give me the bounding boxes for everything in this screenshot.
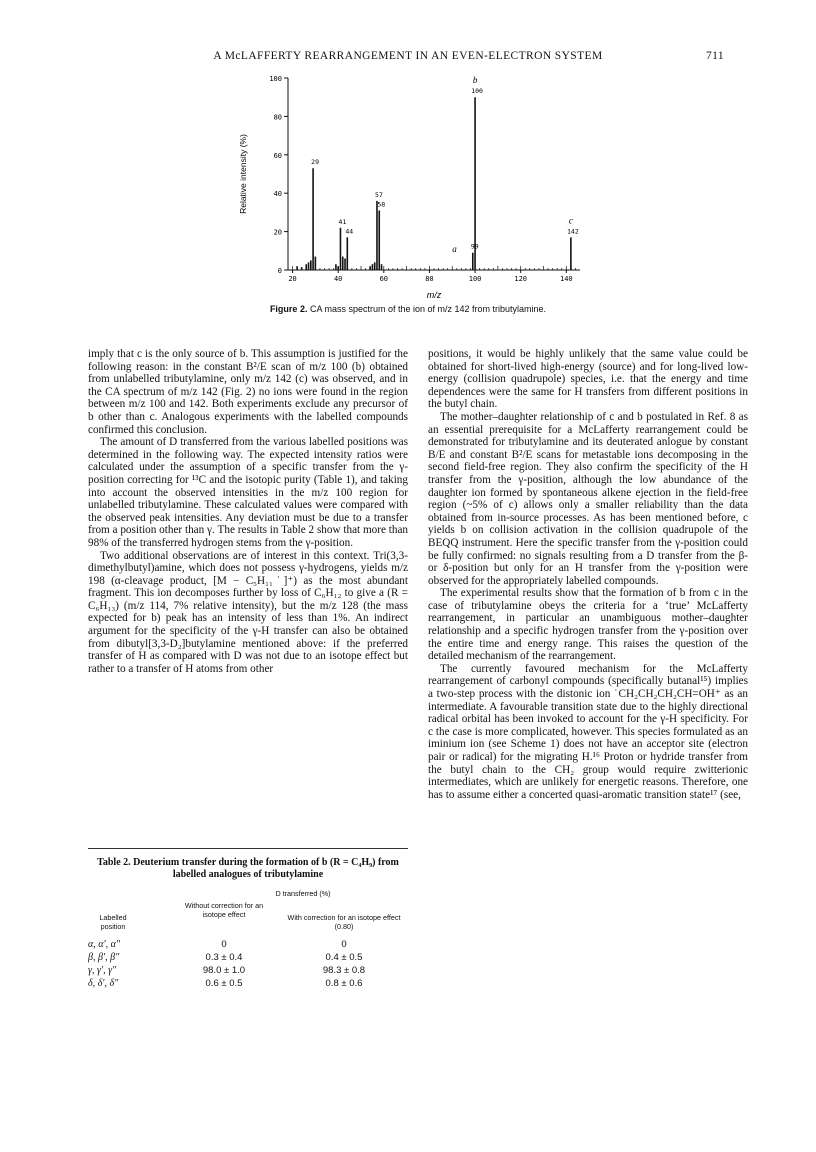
table-cell-without: 0.3 ± 0.4	[205, 952, 243, 963]
peak-label: 41	[338, 217, 347, 226]
right-column	[428, 348, 748, 801]
peak-label: 142	[567, 227, 579, 236]
table-body	[88, 887, 408, 1025]
figure-caption-label: Figure 2.	[269, 304, 308, 314]
page-number: 711	[705, 50, 724, 62]
table-col-header-with: With correction for an isotope effect (0.80)	[287, 913, 401, 931]
ion-label: b	[472, 75, 478, 86]
peak-label: 57	[375, 190, 383, 199]
running-title: A McLAFFERTY REARRANGEMENT IN AN EVEN-ELECTRON SYSTEM	[213, 50, 603, 62]
paragraph: Two additional observations are of interest in this context. Tri(3,3-dimethylbutyl)amine, which does not possess γ-hydrogens, yields m/z 198 (α-cleavage product, [M − C₅H₁₁˙]⁺) as the most abundant fragment. This ion decomposes further by loss of C₆H₁₂ to give a (R = C₆H₁₃) (m/z 114, 7% relative intensity), but the m/z 128 (the mass expected for b) peak has an intensity of less than 1%. An indirect argument for the specificity of the γ-H transfer can also be obtained from dibutyl[3,3-D₂]butylamine mentioned above: if the preferred transfer of H as compared with D was not due to an isotope effect but rather to a transfer of H atoms from other	[88, 549, 408, 675]
y-tick-label: 20	[273, 228, 282, 237]
y-axis-label: Relative intensity (%)	[238, 134, 248, 214]
figure-2	[232, 70, 592, 305]
x-axis-label: m/z	[426, 290, 442, 300]
paragraph: imply that c is the only source of b. This assumption is justified for the following reason: in the constant B²/E scan of m/z 100 (b) obtained from unlabelled tributylamine, only m/z 142 (c) was observed, and in the CA spectrum of m/z 142 (Fig. 2) no ions were found in the region between m/z 100 and 142. Both experiments exclude any precursor of b other than c. Analogous experiments with the labelled compounds confirmed this conclusion.	[88, 348, 408, 436]
table-cell-with: 98.3 ± 0.8	[322, 965, 366, 976]
table-cell-position: β, β′, β″	[88, 952, 120, 963]
running-header	[0, 50, 816, 66]
ion-label: a	[452, 244, 457, 255]
x-tick-label: 40	[333, 275, 343, 283]
y-tick-label: 80	[273, 113, 282, 122]
x-tick-label: 60	[379, 275, 389, 283]
y-tick-label: 60	[273, 151, 282, 160]
table-col-header-position: Labelled position	[99, 913, 127, 931]
peak-label: 44	[345, 227, 354, 236]
table-cell-position: δ, δ′, δ″	[88, 978, 119, 989]
y-tick-label: 40	[273, 190, 282, 199]
table-2	[88, 848, 408, 1025]
paragraph: The amount of D transferred from the various labelled positions was determined in the following way. The expected intensity ratios were calculated under the assumption of a specific transfer from the γ-position correcting for ¹³C and the isotopic purity (Table 1), and taking into account the observed intensities in the m/z 100 region for unlabelled tributylamine. These calculated values were compared with the observed peak intensities. Any deviation must be due to a transfer from a position other than γ. The results in Table 2 show that more than 98% of the transferred hydrogen stems from the γ-position.	[88, 436, 408, 549]
peak-label: 100	[471, 87, 483, 96]
ion-label: c	[568, 215, 573, 226]
paragraph: The mother–daughter relationship of c and b postulated in Ref. 8 as an essential prerequisite for a McLafferty rearrangement could be demonstrated for tributylamine and its deuterated anlogue by constant B/E and constant B²/E scans for metastable ions decomposing in the second field-free region. They also confirm the specificity of the H transfer from the γ-position, although the low abundance of the daughter ion formed by spontaneous alkene ejection in the field-free region (~5% of c) allows only a smaller reliability than the data obtained from in-source processes. As has been mentioned before, c yields b on collision activation in the collision quadrupole of the BEQQ instrument. Here the specific transfer from the γ-position could be fully confirmed: no signals resulting from a D transfer from the β- or δ-position but only for an H transfer from the γ-position were observed for the appropriately labelled compounds.	[428, 410, 748, 587]
x-tick-label: 100	[468, 275, 482, 283]
table-col-header-without: Without correction for an isotope effect	[184, 901, 264, 919]
mass-spectrum-chart	[232, 70, 592, 305]
table-cell-position: α, α′, α″	[88, 939, 121, 950]
table-cell-with: 0.4 ± 0.5	[325, 952, 363, 963]
table-cell-position: γ, γ′, γ″	[88, 965, 117, 976]
y-tick-label: 0	[277, 267, 282, 275]
paragraph: positions, it would be highly unlikely that the same value could be obtained for short-lived high-energy (source) and for long-lived low-energy (collision quadrupole) species, i.e. that the energy and time dependences were the same for H transfers from different positions in the butyl chain.	[428, 348, 748, 411]
x-tick-label: 140	[559, 275, 573, 283]
peak-label: 58	[377, 200, 386, 209]
peak-label: 29	[311, 158, 320, 167]
x-tick-label: 20	[288, 275, 297, 283]
paragraph: The currently favoured mechanism for the McLafferty rearrangement of carbonyl compounds (specifically butanal¹⁵) implies a two-step process with the distonic ion ˙CH₂CH₂CH₂CH=OH⁺ as an intermediate. A favourable transition state due to the highly directional radical orbital has been invoked to account for the γ-H specificity. For c the case is more complicated, however. This species formulated as an iminium ion (see Scheme 1) does not have an acceptor site (electron pair or radical) for the migrating H.¹⁶ Proton or hydride transfer from the butyl chain to the CH₂ group would require zwitterionic intermediates, which are unlikely for energetic reasons. Therefore, one has to assume either a concerted quasi-aromatic transition state¹⁷ (see,	[428, 662, 748, 801]
table-title: Table 2. Deuterium transfer during the formation of b (R = C₄H₉) from labelled analogues of tributylamine	[97, 857, 399, 880]
peak-label: 99	[470, 242, 479, 251]
table-group-header: D transferred (%)	[275, 889, 331, 898]
table-cell-without: 0.6 ± 0.5	[205, 978, 243, 989]
paragraph: The experimental results show that the formation of b from c in the case of tributylamine obeys the criteria for a ‘true’ McLafferty rearrangement, in particular an unambiguous mother–daughter relationship and a specific hydrogen transfer from the γ-position over the entire time and energy range. This raises the question of the detailed mechanism of the rearrangement.	[428, 587, 748, 663]
figure-caption-text: CA mass spectrum of the ion of m/z 142 from tributylamine.	[309, 304, 547, 314]
x-tick-label: 120	[514, 275, 528, 283]
left-column	[88, 348, 408, 675]
x-tick-label: 80	[425, 275, 434, 283]
y-tick-label: 100	[269, 75, 282, 83]
table-cell-with: 0.8 ± 0.6	[325, 978, 363, 989]
table-cell-with: 0	[341, 939, 347, 950]
table-cell-without: 0	[221, 939, 227, 950]
table-cell-without: 98.0 ± 1.0	[202, 965, 246, 976]
table-top-rule	[88, 848, 408, 849]
figure-caption	[0, 304, 816, 314]
